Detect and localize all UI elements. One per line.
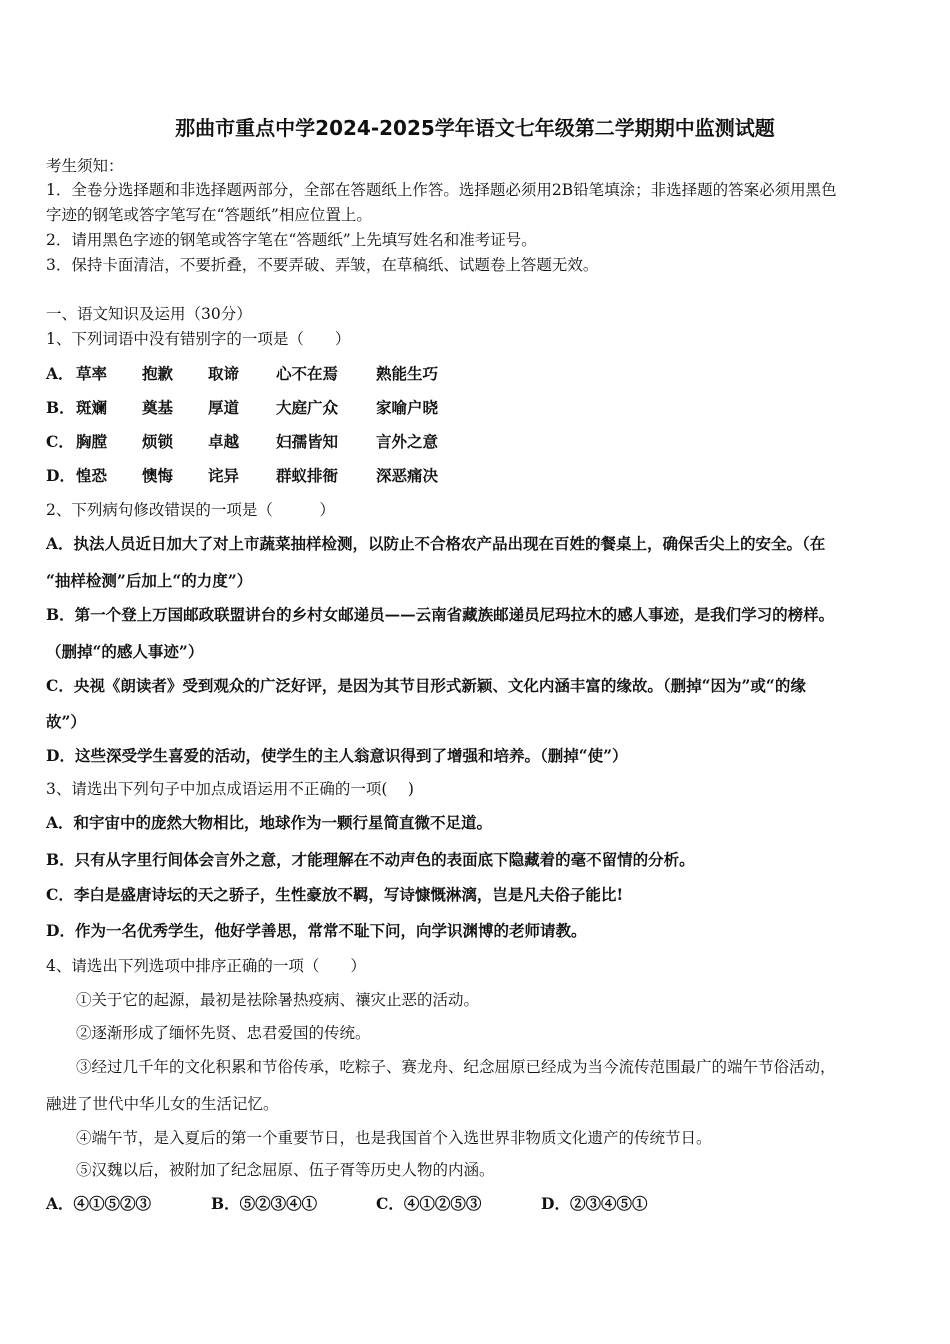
question-4-sentence-4: ④端午节，是入夏后的第一个重要节日，也是我国首个入选世界非物质文化遗产的传统节日。 — [76, 1129, 712, 1147]
question-4-sentence-2: ②逐渐形成了缅怀先贤、忠君爱国的传统。 — [76, 1024, 371, 1042]
notice-item-3: 3．保持卡面清洁，不要折叠，不要弄破、弄皱，在草稿纸、试题卷上答题无效。 — [46, 256, 599, 274]
question-3-option-c: C．李白是盛唐诗坛的天之骄子，生性豪放不羁，写诗慷慨淋漓，岂是凡夫俗子能比! — [46, 885, 624, 904]
option-word: 家喻户晓 — [376, 398, 439, 417]
option-word: 惶恐 — [76, 466, 108, 485]
option-word: 卓越 — [208, 432, 240, 451]
question-2-option-d: D．这些深受学生喜爱的活动，使学生的主人翁意识得到了增强和培养。（删掉“使”） — [46, 746, 628, 765]
question-2-option-c: C．央视《朗读者》受到观众的广泛好评，是因为其节目形式新颖、文化内涵丰富的缘故。（删掉“因为”或“的缘 — [46, 676, 806, 695]
question-3-option-a: A．和宇宙中的庞然大物相比，地球作为一颗行星简直微不足道。 — [46, 813, 493, 832]
option-word: 厚道 — [208, 398, 240, 417]
option-word: 熟能生巧 — [376, 364, 439, 383]
option-word: 大庭广众 — [276, 398, 339, 417]
option-word: 胸膛 — [76, 432, 108, 451]
option-word: 抱歉 — [142, 364, 174, 383]
question-4-stem: 4、请选出下列选项中排序正确的一项（ ） — [46, 957, 366, 975]
question-2-option-b-cont: （删掉“的感人事迹”） — [46, 642, 204, 661]
question-4-option-c: C．④①②⑤③ — [376, 1194, 482, 1213]
option-word: 奠基 — [142, 398, 174, 417]
option-label: C． — [46, 432, 74, 451]
option-label: D． — [46, 466, 75, 485]
notice-item-2: 2．请用黑色字迹的钢笔或答字笔在“答题纸”上先填写姓名和准考证号。 — [46, 231, 537, 249]
option-word: 群蚁排衙 — [276, 466, 339, 485]
question-2-option-c-cont: 故”） — [46, 712, 86, 731]
question-4-option-d: D．②③④⑤① — [541, 1194, 648, 1213]
option-label: B． — [46, 398, 75, 417]
question-3-option-d: D．作为一名优秀学生，他好学善思，常常不耻下问，向学识渊博的老师请教。 — [46, 921, 587, 940]
question-2-option-a-cont: “抽样检测”后加上“的力度”） — [46, 571, 253, 590]
option-word: 草率 — [76, 364, 108, 383]
option-word: 烦锁 — [142, 432, 174, 451]
question-4-option-b: B．⑤②③④① — [211, 1194, 318, 1213]
option-word: 斑斓 — [76, 398, 108, 417]
question-2-stem: 2、下列病句修改错误的一项是（ ） — [46, 501, 335, 519]
option-word: 言外之意 — [376, 432, 439, 451]
notice-item-1-cont: 字迹的钢笔或答字笔写在“答题纸”相应位置上。 — [46, 206, 372, 224]
question-4-sentence-3: ③经过几千年的文化积累和节俗传承，吃粽子、赛龙舟、纪念屈原已经成为当今流传范围最广的端午节俗活动， — [76, 1058, 836, 1076]
question-4-sentence-3-cont: 融进了世代中华儿女的生活记忆。 — [46, 1095, 279, 1113]
question-3-stem: 3、请选出下列句子中加点成语运用不正确的一项( ) — [46, 780, 414, 798]
question-4-option-a: A．④①⑤②③ — [46, 1194, 152, 1213]
question-1-stem: 1、下列词语中没有错别字的一项是（ ） — [46, 330, 351, 348]
section-heading: 一、语文知识及运用（30分） — [46, 305, 252, 323]
question-3-option-b: B．只有从字里行间体会言外之意，才能理解在不动声色的表面底下隐藏着的毫不留情的分析。 — [46, 850, 695, 869]
option-word: 取谛 — [208, 364, 240, 383]
notice-heading: 考生须知： — [46, 157, 124, 175]
option-word: 深恶痛决 — [376, 466, 439, 485]
option-label: A． — [46, 364, 74, 383]
question-2-option-a: A．执法人员近日加大了对上市蔬菜抽样检测，以防止不合格农产品出现在百姓的餐桌上，确保舌尖上的安全。（在 — [46, 534, 826, 553]
page-title: 那曲市重点中学2024-2025学年语文七年级第二学期期中监测试题 — [175, 116, 775, 140]
notice-item-1: 1．全卷分选择题和非选择题两部分，全部在答题纸上作答。选择题必须用2B铅笔填涂；非选择题的答案必须用黑色 — [46, 181, 837, 199]
question-2-option-b: B．第一个登上万国邮政联盟讲台的乡村女邮递员——云南省藏族邮递员尼玛拉木的感人事迹，是我们学习的榜样。 — [46, 605, 835, 624]
option-word: 妇孺皆知 — [276, 432, 339, 451]
option-word: 诧异 — [208, 466, 240, 485]
option-word: 懊悔 — [142, 466, 174, 485]
question-4-sentence-1: ①关于它的起源，最初是祛除暑热疫病、禳灾止恶的活动。 — [76, 991, 480, 1009]
question-4-sentence-5: ⑤汉魏以后，被附加了纪念屈原、伍子胥等历史人物的内涵。 — [76, 1161, 495, 1179]
option-word: 心不在焉 — [276, 364, 339, 383]
